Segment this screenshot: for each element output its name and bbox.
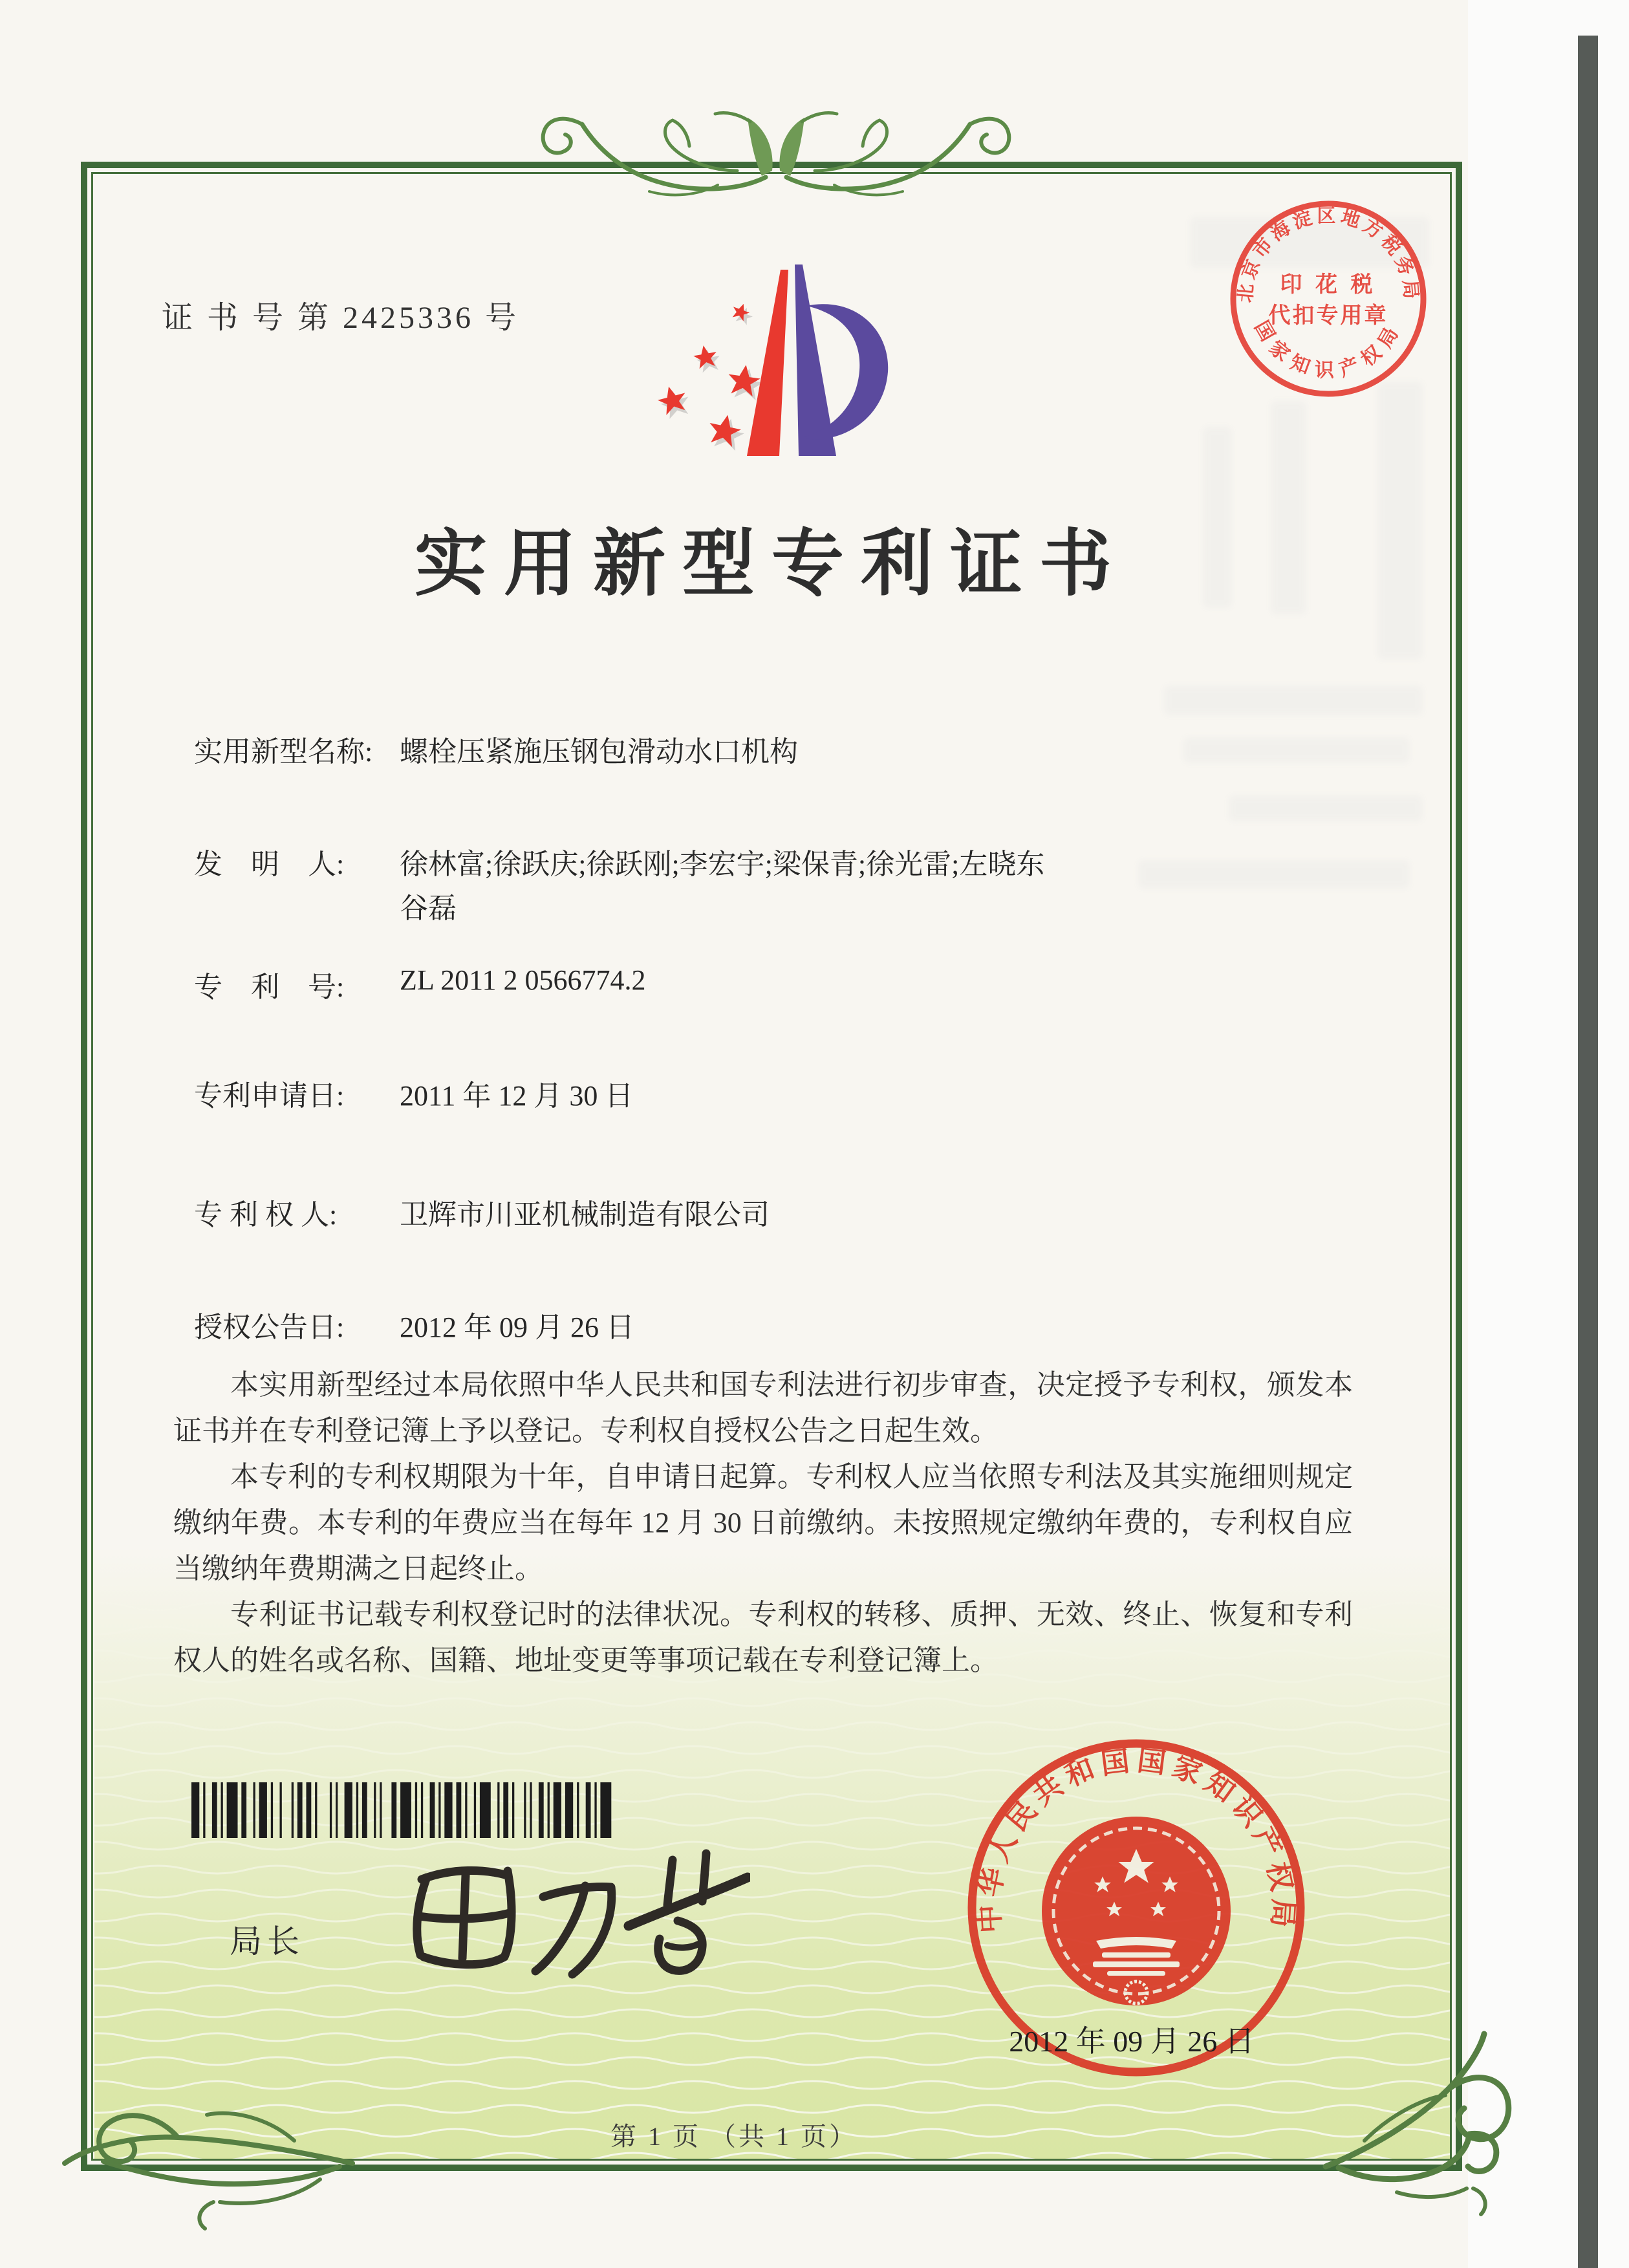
- director-signature: [388, 1848, 750, 2003]
- legal-paragraph-3: 专利证书记载专利权登记时的法律状况。专利权的转移、质押、无效、终止、恢复和专利权人的姓名或名称、国籍、地址变更等事项记载在专利登记簿上。: [173, 1599, 1353, 1676]
- field-value: 2012 年 09 月 26 日: [400, 1312, 634, 1343]
- field-value: 螺栓压紧施压钢包滑动水口机构: [400, 736, 798, 768]
- field-label: 专 利 权 人:: [194, 1199, 338, 1231]
- tax-stamp: [1225, 196, 1431, 402]
- director-label: 局长: [230, 1923, 305, 1960]
- stamp-center-line2: 代扣专用章: [1268, 304, 1388, 328]
- national-emblem-icon: [1042, 1817, 1231, 2005]
- field-label: 专利申请日:: [194, 1080, 345, 1112]
- barcode: [191, 1782, 618, 1838]
- legal-paragraph-1: 本实用新型经过本局依照中华人民共和国专利法进行初步审查，决定授予专利权，颁发本证书并在专利登记簿上予以登记。专利权自授权公告之日起生效。: [173, 1369, 1353, 1447]
- field-label: 实用新型名称:: [194, 736, 373, 768]
- legal-paragraph-2: 本专利的专利权期限为十年，自申请日起算。专利权人应当依照专利法及其实施细则规定缴纳年费。本专利的年费应当在每年 12 月 30 日前缴纳。未按照规定缴纳年费的，专利权自应当缴纳年费期满之日起终止。: [173, 1461, 1353, 1584]
- field-value: 2011 年 12 月 30 日: [400, 1080, 634, 1112]
- field-value: 卫辉市川亚机械制造有限公司: [400, 1199, 770, 1231]
- stamp-center-line1: 印 花 税: [1280, 273, 1377, 297]
- page-number: 第 1 页 （共 1 页）: [610, 2122, 858, 2151]
- field-label: 授权公告日:: [194, 1312, 345, 1343]
- seal-ring-text: 中华人民共和国国家知识产权局: [973, 1744, 1300, 1934]
- legal-text: [173, 1362, 1353, 1683]
- field-value: 徐林富;徐跃庆;徐跃刚;李宏宇;梁保青;徐光雷;左晓东: [400, 848, 1045, 880]
- seal-grant-date: 2012 年 09 月 26 日: [1009, 2025, 1255, 2058]
- stamp-bottom-text: 国家知识产权局: [1250, 317, 1407, 382]
- field-inventors-line2: 谷磊: [400, 892, 457, 924]
- field-label: 专 利 号:: [194, 971, 345, 1003]
- field-value: ZL 2011 2 0566774.2: [400, 964, 646, 996]
- field-label: 发 明 人:: [194, 848, 345, 880]
- certificate-number: 证 书 号 第 2425336 号: [162, 301, 520, 335]
- dragon-ornament-icon: [530, 109, 1022, 219]
- scan-edge-background: [1468, 0, 1629, 2268]
- scan-edge-strip: [1578, 36, 1598, 2268]
- sipo-logo-icon: [643, 262, 889, 469]
- stamp-top-text: 北京市海淀区地方税务局: [1235, 206, 1421, 304]
- page-title: 实用新型专利证书: [415, 524, 1128, 605]
